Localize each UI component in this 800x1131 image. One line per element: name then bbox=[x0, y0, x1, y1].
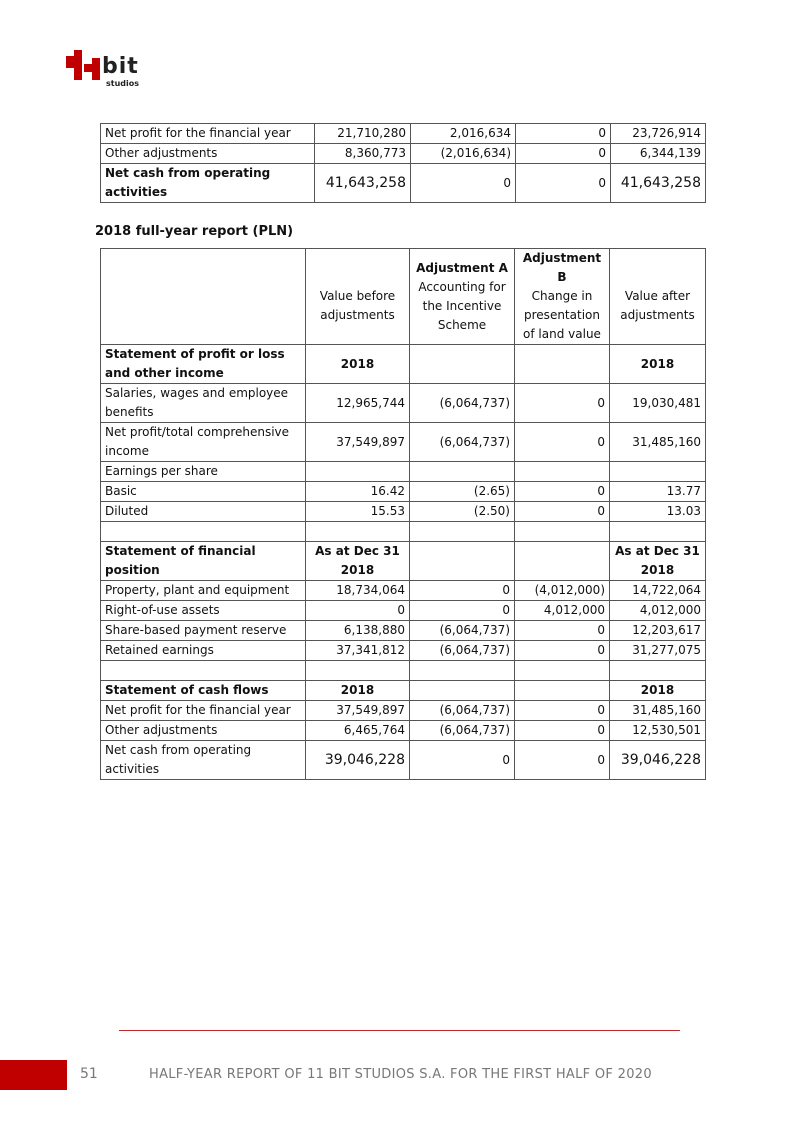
empty-cell bbox=[306, 661, 410, 681]
table-row bbox=[101, 482, 706, 502]
table-row bbox=[101, 601, 706, 621]
adjustment-b: 0 bbox=[515, 721, 610, 741]
adjustment-b: 0 bbox=[515, 423, 610, 462]
section-heading: Statement of cash flows bbox=[101, 681, 306, 701]
empty-cell bbox=[101, 522, 306, 542]
row-label: Other adjustments bbox=[101, 144, 315, 164]
adjustment-a: (2.65) bbox=[410, 482, 515, 502]
value-after: 19,030,481 bbox=[610, 384, 706, 423]
value-after: 13.77 bbox=[610, 482, 706, 502]
table-row bbox=[101, 721, 706, 741]
empty-cell bbox=[410, 522, 515, 542]
table-row bbox=[101, 741, 706, 780]
table-row bbox=[101, 164, 706, 203]
value-after: 4,012,000 bbox=[610, 601, 706, 621]
adjustment-b: 0 bbox=[515, 741, 610, 780]
value-before: 18,734,064 bbox=[306, 581, 410, 601]
header-adjustment-b-desc: Change in presentation of land value bbox=[523, 289, 601, 341]
adjustment-a: (6,064,737) bbox=[410, 384, 515, 423]
row-label: Net cash from operating activities bbox=[101, 741, 306, 780]
value-before: 12,965,744 bbox=[306, 384, 410, 423]
table-row bbox=[101, 462, 706, 482]
adjustment-a: (6,064,737) bbox=[410, 641, 515, 661]
adjustment-a: 0 bbox=[410, 601, 515, 621]
empty-cell bbox=[410, 542, 515, 581]
value-before: 16.42 bbox=[306, 482, 410, 502]
table-row bbox=[101, 641, 706, 661]
header-value-before bbox=[306, 249, 410, 345]
row-label: Basic bbox=[101, 482, 306, 502]
adjustment-b: 0 bbox=[516, 164, 611, 203]
adjustment-a bbox=[410, 462, 515, 482]
adjustment-b: (4,012,000) bbox=[515, 581, 610, 601]
value-before: 15.53 bbox=[306, 502, 410, 522]
date-after bbox=[610, 542, 706, 581]
adjustment-b: 0 bbox=[515, 482, 610, 502]
table-row bbox=[101, 124, 706, 144]
page-number: 51 bbox=[80, 1066, 98, 1082]
row-label: Diluted bbox=[101, 502, 306, 522]
spacer-row bbox=[101, 522, 706, 542]
row-label: Earnings per share bbox=[101, 462, 306, 482]
value-before: 6,465,764 bbox=[306, 721, 410, 741]
header-adjustment-b bbox=[515, 249, 610, 345]
value-before: 39,046,228 bbox=[306, 741, 410, 780]
value-after: 23,726,914 bbox=[611, 124, 706, 144]
adjustment-a: (6,064,737) bbox=[410, 621, 515, 641]
empty-cell bbox=[306, 522, 410, 542]
footer-title: HALF-YEAR REPORT OF 11 BIT STUDIOS S.A. FOR THE FIRST HALF OF 2020 bbox=[149, 1067, 652, 1082]
empty-cell bbox=[410, 681, 515, 701]
header-value-after bbox=[610, 249, 706, 345]
adjustment-b: 0 bbox=[515, 384, 610, 423]
adjustment-a: 0 bbox=[411, 164, 516, 203]
value-after: 31,485,160 bbox=[610, 701, 706, 721]
empty-cell bbox=[515, 345, 610, 384]
logo-subtext: studios bbox=[106, 79, 140, 88]
company-logo bbox=[66, 50, 156, 94]
value-before: 37,549,897 bbox=[306, 701, 410, 721]
adjustment-a: 2,016,634 bbox=[411, 124, 516, 144]
empty-cell bbox=[515, 681, 610, 701]
adjustment-b: 0 bbox=[516, 144, 611, 164]
restatement-table-2018 bbox=[100, 248, 706, 780]
footer-divider bbox=[119, 1030, 680, 1031]
adjustment-b: 0 bbox=[515, 502, 610, 522]
value-after: 31,485,160 bbox=[610, 423, 706, 462]
header-adjustment-b-title: Adjustment B bbox=[522, 251, 602, 284]
adjustment-a: 0 bbox=[410, 581, 515, 601]
header-adjustment-a-desc: Accounting for the Incentive Scheme bbox=[418, 279, 506, 332]
header-value-after-label: Value after adjustments bbox=[620, 289, 695, 322]
header-value-before-label: Value before adjustments bbox=[319, 289, 396, 322]
cash-flow-table-continued bbox=[100, 123, 706, 203]
value-after: 14,722,064 bbox=[610, 581, 706, 601]
row-label: Right-of-use assets bbox=[101, 601, 306, 621]
empty-cell bbox=[610, 522, 706, 542]
table-row bbox=[101, 581, 706, 601]
header-adjustment-a bbox=[410, 249, 515, 345]
adjustment-b: 0 bbox=[515, 621, 610, 641]
value-after: 39,046,228 bbox=[610, 741, 706, 780]
date-before-label: As at Dec 31 bbox=[315, 544, 400, 558]
row-label: Property, plant and equipment bbox=[101, 581, 306, 601]
value-after: 12,203,617 bbox=[610, 621, 706, 641]
table-header-row bbox=[101, 249, 706, 345]
adjustment-a: (2,016,634) bbox=[411, 144, 516, 164]
value-after: 13.03 bbox=[610, 502, 706, 522]
section-title: 2018 full-year report (PLN) bbox=[95, 224, 294, 239]
adjustment-b: 0 bbox=[515, 641, 610, 661]
empty-cell bbox=[101, 661, 306, 681]
empty-cell bbox=[515, 661, 610, 681]
year-before: 2018 bbox=[306, 345, 410, 384]
adjustment-b bbox=[515, 462, 610, 482]
empty-cell bbox=[515, 542, 610, 581]
value-after: 6,344,139 bbox=[611, 144, 706, 164]
section-heading-row bbox=[101, 681, 706, 701]
value-after: 41,643,258 bbox=[611, 164, 706, 203]
row-label: Share-based payment reserve bbox=[101, 621, 306, 641]
table-row bbox=[101, 502, 706, 522]
year-before: 2018 bbox=[340, 563, 375, 577]
value-before: 8,360,773 bbox=[315, 144, 411, 164]
value-before: 37,549,897 bbox=[306, 423, 410, 462]
row-label: Net cash from operating activities bbox=[101, 164, 315, 203]
adjustment-a: (6,064,737) bbox=[410, 423, 515, 462]
row-label: Retained earnings bbox=[101, 641, 306, 661]
value-before: 6,138,880 bbox=[306, 621, 410, 641]
header-adjustment-a-title: Adjustment A bbox=[416, 260, 508, 275]
adjustment-a: (6,064,737) bbox=[410, 721, 515, 741]
table-row bbox=[101, 144, 706, 164]
value-before bbox=[306, 462, 410, 482]
row-label: Other adjustments bbox=[101, 721, 306, 741]
section-heading: Statement of financial position bbox=[101, 542, 306, 581]
row-label: Net profit for the financial year bbox=[101, 701, 306, 721]
table-row bbox=[101, 701, 706, 721]
section-heading: Statement of profit or loss and other income bbox=[101, 345, 306, 384]
section-heading-row bbox=[101, 345, 706, 384]
spacer-row bbox=[101, 661, 706, 681]
value-after bbox=[610, 462, 706, 482]
row-label: Salaries, wages and employee benefits bbox=[101, 384, 306, 423]
value-before: 0 bbox=[306, 601, 410, 621]
value-before: 21,710,280 bbox=[315, 124, 411, 144]
adjustment-a: (6,064,737) bbox=[410, 701, 515, 721]
table-row bbox=[101, 423, 706, 462]
empty-cell bbox=[610, 661, 706, 681]
adjustment-b: 4,012,000 bbox=[515, 601, 610, 621]
table-row bbox=[101, 621, 706, 641]
adjustment-b: 0 bbox=[515, 701, 610, 721]
date-after-label: As at Dec 31 bbox=[615, 544, 700, 558]
year-before: 2018 bbox=[306, 681, 410, 701]
empty-cell bbox=[410, 345, 515, 384]
adjustment-b: 0 bbox=[516, 124, 611, 144]
header-empty-cell bbox=[101, 249, 306, 345]
value-before: 41,643,258 bbox=[315, 164, 411, 203]
row-label: Net profit/total comprehensive income bbox=[101, 423, 306, 462]
adjustment-a: (2.50) bbox=[410, 502, 515, 522]
date-before bbox=[306, 542, 410, 581]
row-label: Net profit for the financial year bbox=[101, 124, 315, 144]
value-before: 37,341,812 bbox=[306, 641, 410, 661]
year-after: 2018 bbox=[640, 563, 675, 577]
value-after: 12,530,501 bbox=[610, 721, 706, 741]
logo-wordmark: bit bbox=[102, 54, 139, 79]
year-after: 2018 bbox=[610, 681, 706, 701]
year-after: 2018 bbox=[610, 345, 706, 384]
empty-cell bbox=[515, 522, 610, 542]
table-row bbox=[101, 384, 706, 423]
empty-cell bbox=[410, 661, 515, 681]
footer-accent-block bbox=[0, 1060, 67, 1090]
section-heading-row bbox=[101, 542, 706, 581]
value-after: 31,277,075 bbox=[610, 641, 706, 661]
adjustment-a: 0 bbox=[410, 741, 515, 780]
